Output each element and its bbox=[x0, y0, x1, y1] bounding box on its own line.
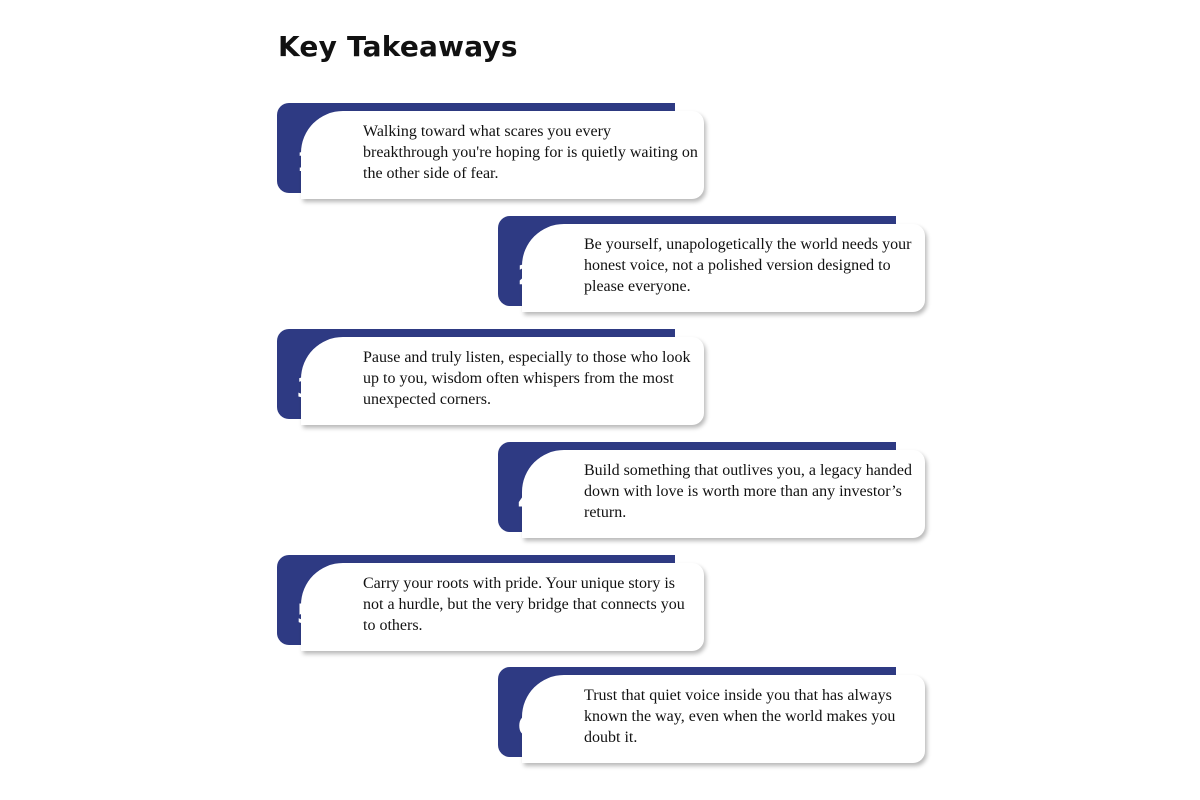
takeaway-number: 5 bbox=[296, 599, 316, 630]
takeaway-text: Walking toward what scares you every breakthrough you're hoping for is quietly waiting on the other side of fear. bbox=[363, 123, 698, 182]
takeaway-item-2 bbox=[498, 216, 928, 314]
page-title: Key Takeaways bbox=[278, 30, 518, 63]
takeaway-item-6 bbox=[498, 667, 928, 765]
takeaway-number: 2 bbox=[517, 260, 537, 291]
takeaway-text: Build something that outlives you, a legacy handed down with love is worth more than any investor’s return. bbox=[584, 462, 912, 521]
takeaway-item-5 bbox=[277, 555, 707, 653]
takeaway-item-4 bbox=[498, 442, 928, 540]
takeaway-text: Be yourself, unapologetically the world needs your honest voice, not a polished version designed to please everyone. bbox=[584, 236, 912, 295]
takeaway-item-3 bbox=[277, 329, 707, 427]
takeaway-number: 4 bbox=[517, 486, 537, 517]
takeaway-number: 1 bbox=[296, 147, 316, 178]
takeaway-text: Pause and truly listen, especially to those who look up to you, wisdom often whispers from the most unexpected corners. bbox=[363, 349, 691, 408]
takeaway-number: 3 bbox=[296, 373, 316, 404]
takeaway-text: Carry your roots with pride. Your unique story is not a hurdle, but the very bridge that connects you to others. bbox=[363, 575, 685, 634]
takeaway-number: 6 bbox=[517, 711, 537, 742]
takeaway-text: Trust that quiet voice inside you that has always known the way, even when the world makes you doubt it. bbox=[584, 687, 896, 746]
takeaway-item-1 bbox=[277, 103, 707, 201]
